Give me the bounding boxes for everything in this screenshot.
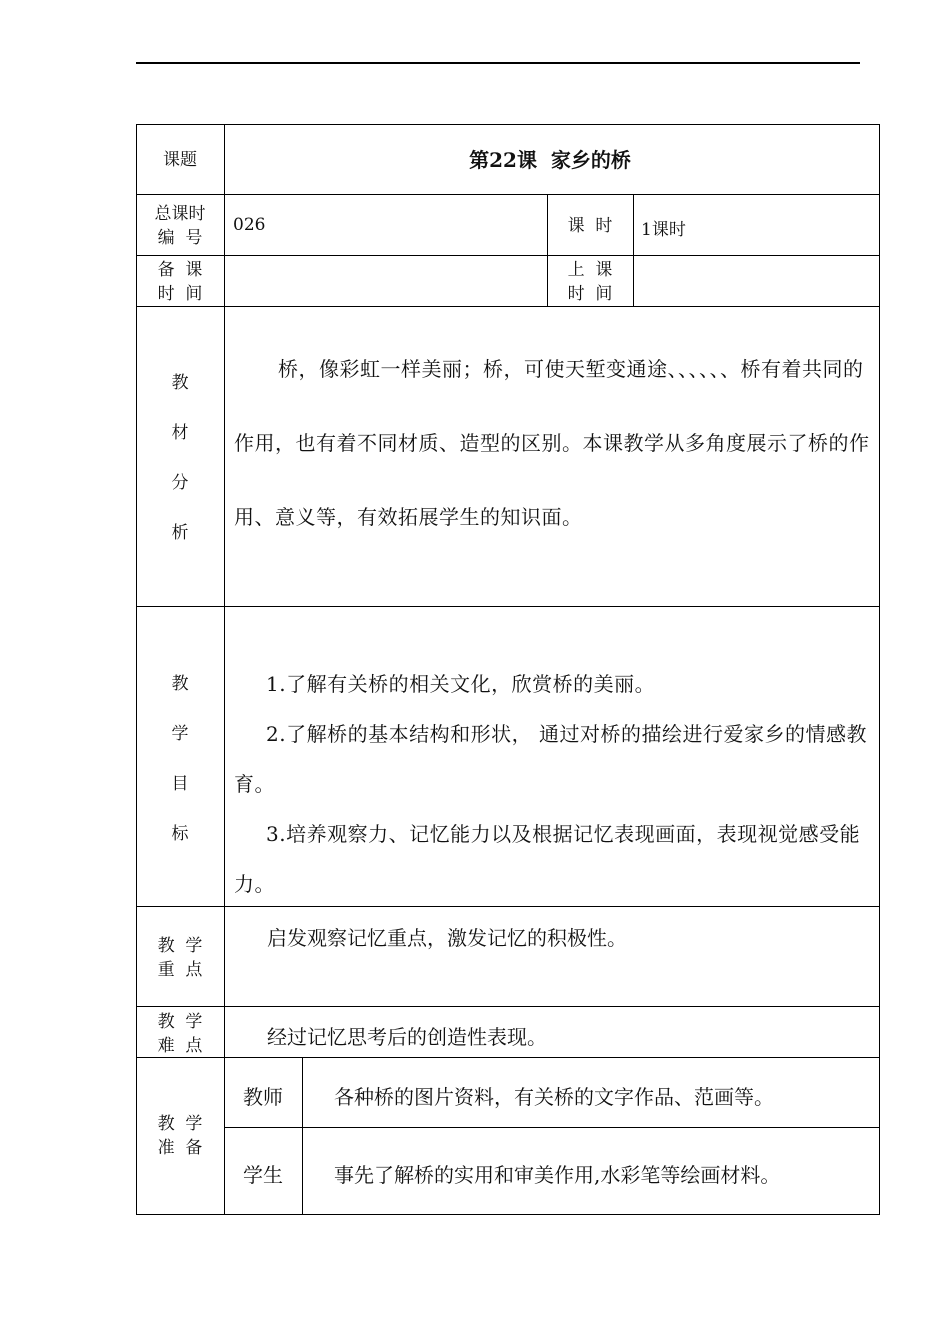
teacher-materials: 各种桥的图片资料，有关桥的文字作品、范画等。 bbox=[334, 1085, 774, 1109]
prep-label: 教 学 准 备 bbox=[157, 1114, 203, 1158]
key-points-label: 教 学 重 点 bbox=[157, 936, 203, 980]
analysis-label: 教 材 分 析 bbox=[171, 373, 189, 543]
prep-time-label: 备 课 时 间 bbox=[157, 260, 203, 304]
key-points-text: 启发观察记忆重点，激发记忆的积极性。 bbox=[267, 926, 627, 950]
goal-item: 1.了解有关桥的相关文化，欣赏桥的美丽。 bbox=[266, 672, 656, 696]
difficulty-text: 经过记忆思考后的创造性表现。 bbox=[267, 1025, 547, 1049]
code-value: 026 bbox=[233, 215, 266, 235]
hours-value: 1课时 bbox=[641, 220, 686, 240]
lesson-title: 第22课 家乡的桥 bbox=[469, 148, 631, 172]
analysis-text: 桥，像彩虹一样美丽；桥，可使天堑变通途、、、、、、桥有着共同的作用，也有着不同材质、造型的区别。本课教学从多角度展示了桥的作用、意义等，有效拓展学生的知识面。 bbox=[234, 357, 870, 529]
goals-label: 教 学 目 标 bbox=[171, 674, 189, 844]
goal-item: 3.培养观察力、记忆能力以及根据记忆表现画面，表现视觉感受能力。 bbox=[234, 822, 861, 896]
code-label: 总课时 编 号 bbox=[154, 204, 206, 248]
difficulty-label: 教 学 难 点 bbox=[157, 1012, 203, 1056]
teacher-label: 教师 bbox=[243, 1085, 283, 1109]
student-label: 学生 bbox=[243, 1163, 283, 1187]
header-rule bbox=[136, 62, 860, 64]
goal-item: 2.了解桥的基本结构和形状， 通过对桥的描绘进行爱家乡的情感教育。 bbox=[234, 722, 867, 796]
topic-label: 课题 bbox=[163, 150, 197, 170]
class-time-label: 上 课 时 间 bbox=[567, 260, 613, 304]
goals-list bbox=[234, 659, 872, 909]
student-materials: 事先了解桥的实用和审美作用,水彩笔等绘画材料。 bbox=[334, 1163, 781, 1187]
hours-label: 课 时 bbox=[567, 216, 613, 236]
